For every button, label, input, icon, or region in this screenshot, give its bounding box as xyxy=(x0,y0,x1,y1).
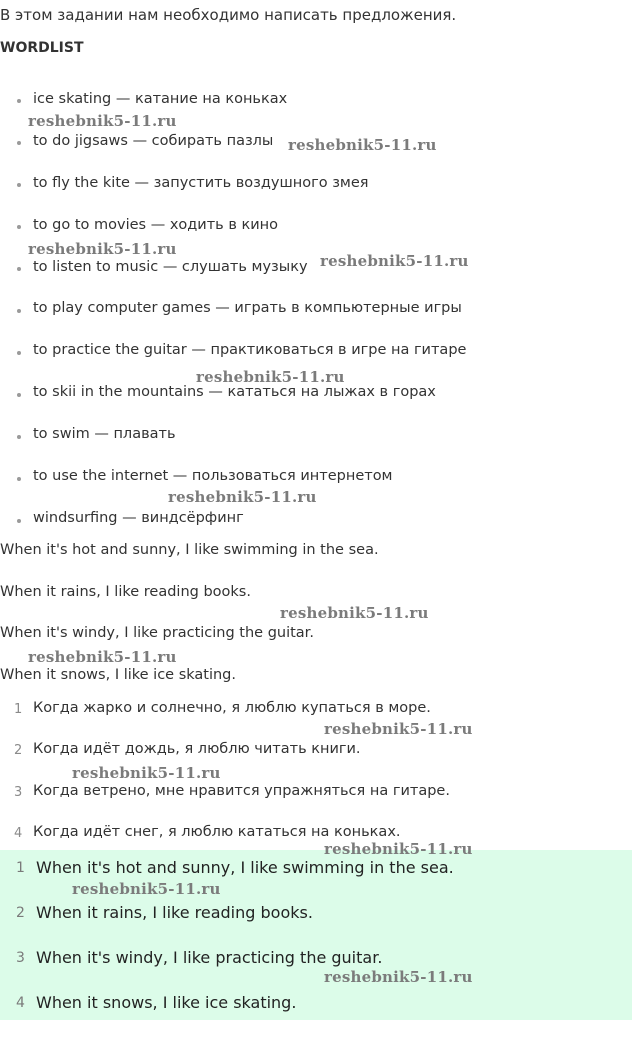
answer-item: When it's hot and sunny, I like swimming in the sea. xyxy=(36,858,454,877)
watermark: reshebnik5-11.ru xyxy=(28,240,177,258)
list-number: 2 xyxy=(14,743,23,758)
watermark: reshebnik5-11.ru xyxy=(72,880,221,898)
sentence: When it's windy, I like practicing the guitar. xyxy=(0,625,314,641)
watermark: reshebnik5-11.ru xyxy=(28,648,177,666)
bullet-icon xyxy=(17,477,21,481)
intro-text: В этом задании нам необходимо написать предложения. xyxy=(0,6,457,24)
bullet-icon xyxy=(17,267,21,271)
wordlist-item: to fly the kite — запустить воздушного змея xyxy=(33,175,369,191)
bullet-icon xyxy=(17,141,21,145)
watermark: reshebnik5-11.ru xyxy=(28,112,177,130)
translation-item: Когда идёт дождь, я люблю читать книги. xyxy=(33,741,361,757)
watermark: reshebnik5-11.ru xyxy=(324,720,473,738)
sentence: When it rains, I like reading books. xyxy=(0,584,251,600)
watermark: reshebnik5-11.ru xyxy=(196,368,345,386)
watermark: reshebnik5-11.ru xyxy=(288,136,437,154)
watermark: reshebnik5-11.ru xyxy=(324,968,473,986)
bullet-icon xyxy=(17,309,21,313)
translation-item: Когда идёт снег, я люблю кататься на коньках. xyxy=(33,824,401,840)
list-number: 4 xyxy=(16,995,25,1011)
watermark: reshebnik5-11.ru xyxy=(324,840,473,858)
bullet-icon xyxy=(17,183,21,187)
list-number: 1 xyxy=(16,860,25,876)
bullet-icon xyxy=(17,225,21,229)
answer-item: When it snows, I like ice skating. xyxy=(36,993,297,1012)
wordlist-item: to swim — плавать xyxy=(33,426,176,442)
translation-item: Когда ветрено, мне нравится упражняться на гитаре. xyxy=(33,783,450,799)
bullet-icon xyxy=(17,435,21,439)
sentence: When it snows, I like ice skating. xyxy=(0,667,237,683)
wordlist-item: ice skating — катание на коньках xyxy=(33,91,288,107)
answer-item: When it rains, I like reading books. xyxy=(36,903,313,922)
wordlist-item: to use the internet — пользоваться интернетом xyxy=(33,468,393,484)
list-number: 2 xyxy=(16,905,25,921)
list-number: 3 xyxy=(16,950,25,966)
list-number: 3 xyxy=(14,785,23,800)
wordlist-item: to do jigsaws — собирать пазлы xyxy=(33,133,274,149)
wordlist-item: to play computer games — играть в компьютерные игры xyxy=(33,300,462,316)
wordlist-item: to practice the guitar — практиковаться в игре на гитаре xyxy=(33,342,467,358)
bullet-icon xyxy=(17,519,21,523)
sentence: When it's hot and sunny, I like swimming in the sea. xyxy=(0,542,379,558)
wordlist-item: to listen to music — слушать музыку xyxy=(33,259,308,275)
bullet-icon xyxy=(17,393,21,397)
answer-item: When it's windy, I like practicing the guitar. xyxy=(36,948,383,967)
list-number: 4 xyxy=(14,826,23,841)
wordlist-item: to go to movies — ходить в кино xyxy=(33,217,279,233)
wordlist-heading: WORDLIST xyxy=(0,40,84,56)
watermark: reshebnik5-11.ru xyxy=(280,604,429,622)
bullet-icon xyxy=(17,99,21,103)
translation-item: Когда жарко и солнечно, я люблю купаться в море. xyxy=(33,700,431,716)
wordlist-item: to skii in the mountains — кататься на лыжах в горах xyxy=(33,384,436,400)
list-number: 1 xyxy=(14,702,23,717)
bullet-icon xyxy=(17,351,21,355)
watermark: reshebnik5-11.ru xyxy=(320,252,469,270)
wordlist-item: windsurfing — виндсёрфинг xyxy=(33,510,244,526)
watermark: reshebnik5-11.ru xyxy=(168,488,317,506)
watermark: reshebnik5-11.ru xyxy=(72,764,221,782)
